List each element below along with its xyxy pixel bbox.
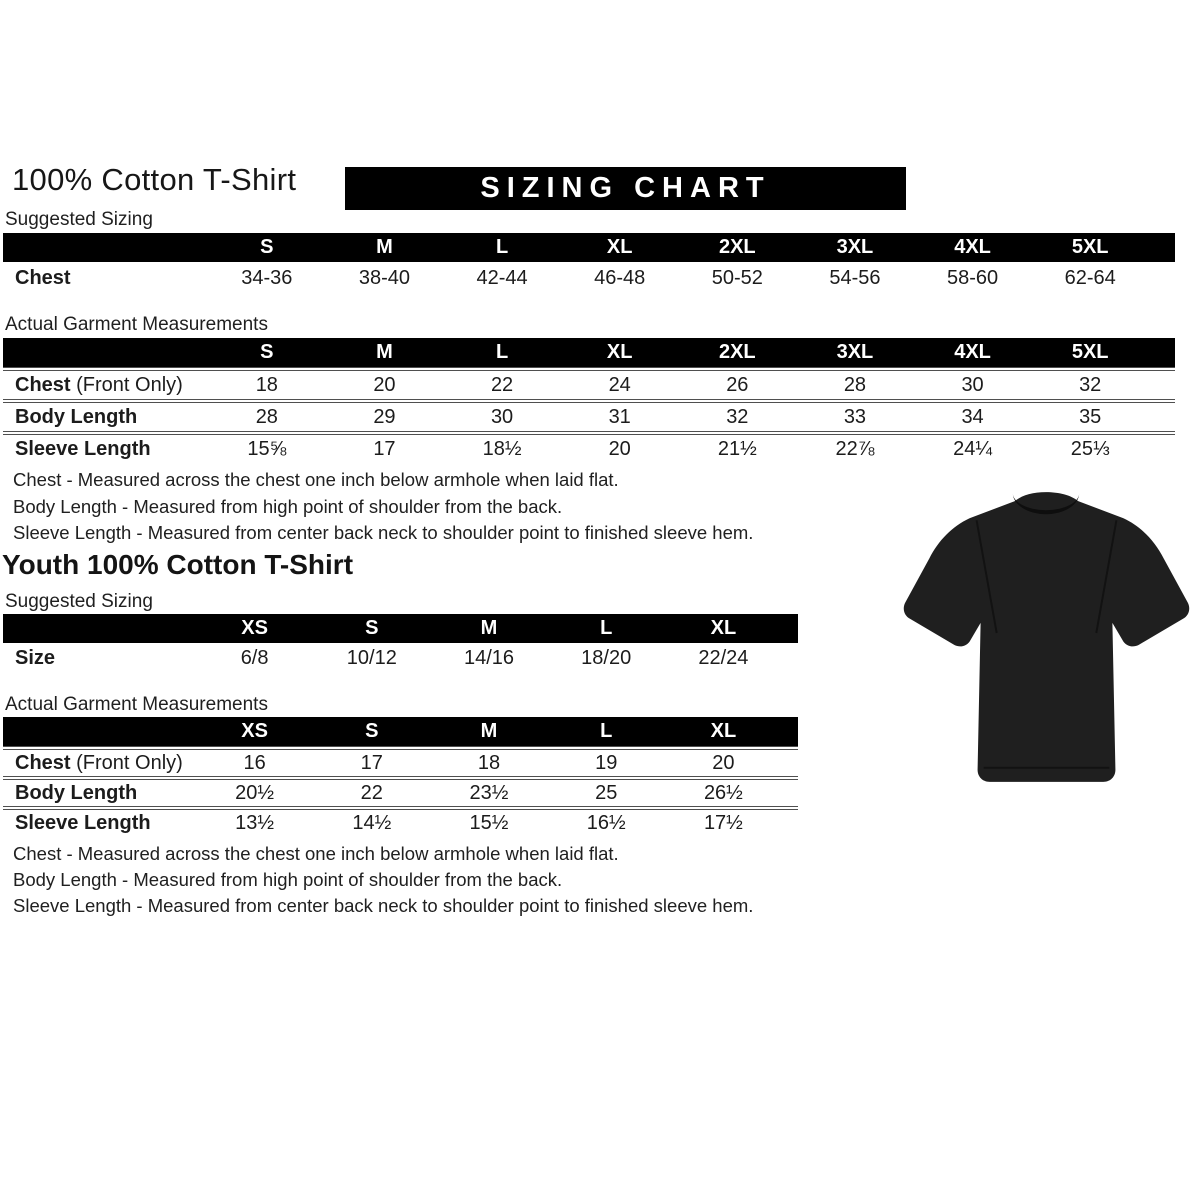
chest-range-cell: 54-56 bbox=[829, 266, 881, 289]
adult-chest-row bbox=[3, 367, 1175, 399]
page-title: 100% Cotton T-Shirt bbox=[12, 162, 297, 197]
measurement-cell: 17 bbox=[373, 437, 396, 460]
youth-note-body-length: Body Length - Measured from high point of shoulder from the back. bbox=[13, 869, 563, 890]
measurement-cell: 14½ bbox=[352, 811, 392, 834]
col-header-4xl: 4XL bbox=[954, 341, 991, 363]
col-header-l: L bbox=[600, 617, 613, 639]
sizing-chart-banner bbox=[345, 167, 906, 210]
measurement-cell: 25 bbox=[595, 781, 618, 804]
chest-range-cell: 34-36 bbox=[241, 266, 293, 289]
measurement-cell: 30 bbox=[961, 373, 984, 396]
tshirt-photo bbox=[893, 478, 1200, 810]
row-label: Body Length bbox=[15, 781, 138, 804]
chest-range-cell: 62-64 bbox=[1064, 266, 1116, 289]
col-header-m: M bbox=[376, 236, 393, 258]
measurement-cell: 18 bbox=[477, 751, 501, 774]
col-header-5xl: 5XL bbox=[1071, 236, 1109, 258]
col-header-5xl: 5XL bbox=[1071, 341, 1109, 363]
measurement-cell: 31 bbox=[608, 405, 631, 428]
row-label: Chest (Front Only) bbox=[15, 751, 183, 774]
col-header-2xl: 2XL bbox=[718, 341, 756, 363]
measurement-cell: 24 bbox=[608, 373, 631, 396]
youth-actual-measurements-label: Actual Garment Measurements bbox=[5, 694, 268, 715]
youth-section-title: Youth 100% Cotton T-Shirt bbox=[2, 549, 354, 580]
measurement-cell: 26½ bbox=[703, 781, 743, 804]
measurement-cell: 26 bbox=[726, 373, 749, 396]
adult-sleeve-length-row bbox=[3, 431, 1175, 463]
measurement-cell: 22 bbox=[360, 781, 383, 804]
measurement-cell: 16½ bbox=[586, 811, 626, 834]
measurement-cell: 21½ bbox=[717, 437, 757, 460]
col-header-l: L bbox=[495, 236, 509, 258]
youth-actual-header-row bbox=[3, 717, 798, 746]
col-header-4xl: 4XL bbox=[954, 236, 991, 258]
size-range-cell: 14/16 bbox=[463, 646, 515, 669]
measurement-cell: 20½ bbox=[235, 781, 275, 804]
row-label: Chest bbox=[15, 266, 71, 289]
col-header-s: S bbox=[260, 341, 274, 363]
col-header-s: S bbox=[260, 236, 274, 258]
col-header-2xl: 2XL bbox=[718, 236, 756, 258]
adult-note-sleeve-length: Sleeve Length - Measured from center back neck to shoulder point to finished sleeve hem. bbox=[13, 522, 754, 543]
adult-actual-measurements-table bbox=[3, 338, 1175, 463]
col-header-l: L bbox=[600, 720, 613, 742]
adult-note-chest: Chest - Measured across the chest one inch below armhole when laid flat. bbox=[13, 469, 619, 490]
measurement-cell: 18 bbox=[255, 373, 278, 396]
col-header-xl: XL bbox=[710, 720, 737, 742]
col-header-m: M bbox=[376, 341, 393, 363]
col-header-3xl: 3XL bbox=[836, 236, 874, 258]
adult-body-length-row bbox=[3, 399, 1175, 431]
measurement-cell: 28 bbox=[843, 373, 867, 396]
measurement-cell: 35 bbox=[1079, 405, 1102, 428]
col-header-xl: XL bbox=[606, 236, 633, 258]
adult-chest-range-row bbox=[3, 262, 1175, 294]
measurement-cell: 29 bbox=[373, 405, 396, 428]
size-range-cell: 6/8 bbox=[240, 646, 269, 669]
youth-body-length-row bbox=[3, 776, 798, 806]
size-range-cell: 18/20 bbox=[581, 646, 632, 669]
measurement-cell: 17 bbox=[360, 751, 383, 774]
size-range-cell: 22/24 bbox=[698, 646, 749, 669]
youth-sleeve-length-row bbox=[3, 806, 798, 836]
youth-size-row bbox=[3, 643, 798, 673]
col-header-3xl: 3XL bbox=[836, 341, 874, 363]
measurement-cell: 32 bbox=[1079, 373, 1102, 396]
measurement-cell: 25⅓ bbox=[1070, 437, 1110, 460]
chest-range-cell: 38-40 bbox=[358, 266, 411, 289]
measurement-cell: 15⅝ bbox=[247, 437, 287, 460]
measurement-cell: 34 bbox=[961, 405, 984, 428]
col-header-l: L bbox=[495, 341, 509, 363]
youth-note-sleeve-length: Sleeve Length - Measured from center back neck to shoulder point to finished sleeve hem. bbox=[13, 895, 754, 916]
measurement-cell: 30 bbox=[490, 405, 514, 428]
youth-suggested-sizing-table bbox=[3, 614, 798, 673]
adult-actual-header-row bbox=[3, 338, 1175, 367]
banner-text: SIZING CHART bbox=[480, 172, 771, 204]
measurement-cell: 16 bbox=[243, 751, 266, 774]
row-label: Size bbox=[15, 646, 56, 669]
measurement-cell: 33 bbox=[843, 405, 867, 428]
row-label: Sleeve Length bbox=[15, 437, 151, 460]
col-header-m: M bbox=[480, 617, 498, 639]
measurement-cell: 24¼ bbox=[953, 437, 993, 460]
measurement-cell: 22 bbox=[490, 373, 514, 396]
measurement-cell: 28 bbox=[255, 405, 278, 428]
row-label: Chest (Front Only) bbox=[15, 373, 183, 396]
chest-range-cell: 42-44 bbox=[476, 266, 528, 289]
youth-note-chest: Chest - Measured across the chest one inch below armhole when laid flat. bbox=[13, 843, 619, 864]
chest-range-cell: 58-60 bbox=[946, 266, 999, 289]
measurement-cell: 22⅞ bbox=[835, 437, 875, 460]
measurement-cell: 23½ bbox=[469, 781, 509, 804]
measurement-cell: 32 bbox=[726, 405, 749, 428]
measurement-cell: 20 bbox=[608, 437, 631, 460]
adult-suggested-sizing-table bbox=[3, 233, 1175, 294]
measurement-cell: 20 bbox=[373, 373, 396, 396]
measurement-cell: 18½ bbox=[482, 437, 522, 460]
col-header-s: S bbox=[365, 617, 379, 639]
col-header-xl: XL bbox=[710, 617, 737, 639]
measurement-cell: 17½ bbox=[703, 811, 743, 834]
size-range-cell: 10/12 bbox=[346, 646, 397, 669]
col-header-m: M bbox=[480, 720, 498, 742]
measurement-cell: 20 bbox=[712, 751, 735, 774]
youth-suggested-header-row bbox=[3, 614, 798, 643]
adult-actual-measurements-label: Actual Garment Measurements bbox=[5, 314, 268, 335]
col-header-xs: XS bbox=[241, 720, 268, 742]
row-label: Body Length bbox=[15, 405, 138, 428]
youth-chest-row bbox=[3, 746, 798, 776]
adult-suggested-header-row bbox=[3, 233, 1175, 262]
tshirt-body-shape bbox=[904, 492, 1189, 782]
col-header-s: S bbox=[365, 720, 379, 742]
chest-range-cell: 46-48 bbox=[594, 266, 646, 289]
col-header-xs: XS bbox=[241, 617, 268, 639]
measurement-cell: 13½ bbox=[235, 811, 275, 834]
adult-note-body-length: Body Length - Measured from high point of shoulder from the back. bbox=[13, 496, 563, 517]
row-label: Sleeve Length bbox=[15, 811, 151, 834]
youth-suggested-sizing-label: Suggested Sizing bbox=[5, 591, 153, 612]
col-header-xl: XL bbox=[606, 341, 633, 363]
youth-actual-measurements-table bbox=[3, 717, 798, 836]
chest-range-cell: 50-52 bbox=[711, 266, 763, 289]
adult-suggested-sizing-label: Suggested Sizing bbox=[5, 209, 153, 230]
measurement-cell: 19 bbox=[595, 751, 618, 774]
measurement-cell: 15½ bbox=[469, 811, 509, 834]
